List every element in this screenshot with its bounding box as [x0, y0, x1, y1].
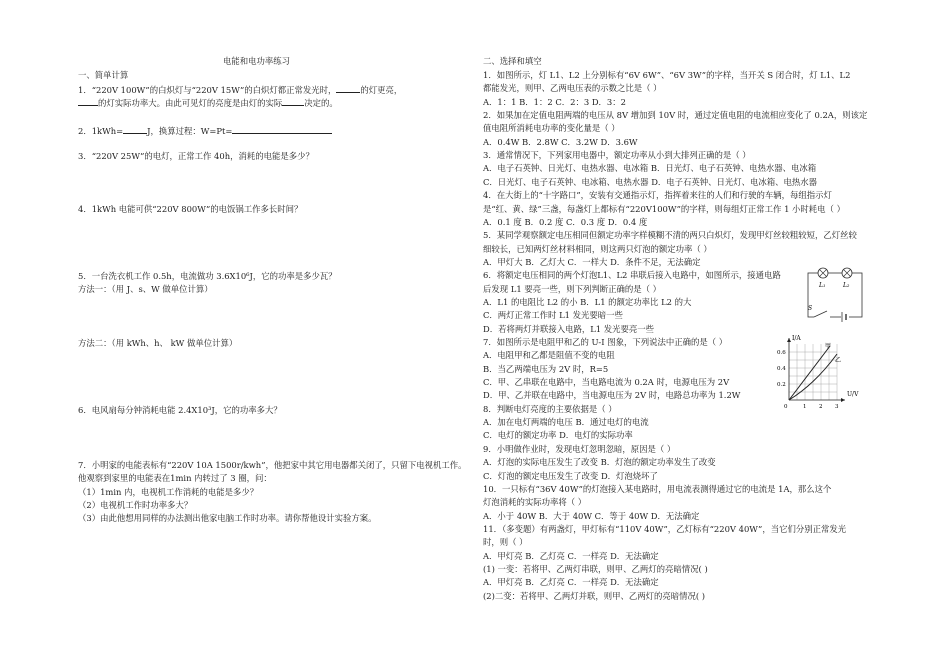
- question-line: 时，则（ ）: [483, 537, 528, 548]
- question-7-part-2: （2）电视机工作时功率多大？: [78, 500, 193, 510]
- question-line: (1) 一变：若将甲、乙两灯串联，则甲、乙两灯的亮暗情况( ): [483, 564, 708, 574]
- question-line: A．1：1 B．1：2 C．2：3 D．3：2: [483, 96, 626, 107]
- question-line: 5．某同学观察额定电压相同但额定功率字样模糊不清的两只白炽灯，发现甲灯丝较粗较短，乙灯丝较: [483, 230, 857, 241]
- x-tick: 1: [803, 404, 807, 410]
- question-7: 7．小明家的电能表标有“220V 10A 1500r/kwh”，他把家中其它用电器都关闭了，只留下电视机工作。: [78, 460, 467, 470]
- question-line: 10．一只标有“36V 40W”的灯泡接入某电路时，用电流表测得通过它的电流是 1A，那么这个: [483, 483, 832, 494]
- question-line: A．甲灯大 B．乙灯大 C．一样大 D．条件不足，无法确定: [483, 256, 701, 267]
- u-i-graph-figure: [775, 332, 865, 412]
- y-axis-label: I/A: [792, 335, 801, 342]
- question-line: A．灯泡的实际电压发生了改变 B．灯泡的额定功率发生了改变: [483, 457, 716, 468]
- question-line: 6．将额定电压相同的两个灯泡L1、L2 串联后接入电路中，如图所示，接通电路: [483, 270, 781, 281]
- question-line: 8．判断电灯亮度的主要依据是（ ）: [483, 403, 617, 414]
- page-title: 电能和电功率练习: [223, 56, 290, 66]
- series-yi-label: 乙: [835, 357, 842, 364]
- y-tick: 0.6: [777, 350, 786, 356]
- question-4: 4．1kWh 电能可供“220V 800W”的电饭锅工作多长时间？: [78, 204, 303, 214]
- question-line: B．当乙两端电压为 2V 时，R=5: [483, 363, 609, 374]
- question-line: 4．在大街上的“十字路口”，安装有交通指示灯，指挥着来往的人们和行驶的车辆，每组指示灯: [483, 190, 832, 201]
- x-tick: 2: [819, 404, 823, 410]
- question-line: 9．小明做作业时，发现电灯忽明忽暗，原因是（ ）: [483, 443, 676, 454]
- series-jia-label: 甲: [825, 343, 832, 350]
- question-line: 都能发光，则甲、乙两电压表的示数之比是（ ）: [483, 83, 662, 94]
- question-5: 5．一台洗衣机工作 0.5h，电流做功 3.6X10⁶J，它的功率是多少瓦？: [78, 271, 337, 281]
- question-line: A．0.1 度 B．0.2 度 C．0.3 度 D．0.4 度: [483, 216, 648, 227]
- lamp-l2-label: L₂: [843, 282, 850, 289]
- question-line: A．甲灯亮 B．乙灯亮 C．一样亮 D．无法确定: [483, 550, 659, 561]
- question-line: 11．（多变题）有两盏灯，甲灯标有“110V 40W”，乙灯标有“220V 40W”，当它们分别正常发光: [483, 523, 847, 534]
- question-7-part-3: （3）由此他想用同样的办法测出他家电脑工作时功率。请你帮他设计实验方案。: [78, 513, 377, 523]
- circuit-diagram-figure: [805, 262, 865, 324]
- question-line: A．小于 40W B．大于 40W C．等于 40W D．无法确定: [483, 510, 700, 521]
- question-line: 后发现 L1 要亮一些，则下列判断正确的是（ ）: [483, 283, 662, 294]
- question-line: A．电子石英钟、日光灯、电热水器、电冰箱 B．日光灯、电子石英钟、电热水器、电冰箱: [483, 163, 817, 174]
- question-line: C．日光灯、电子石英钟、电冰箱、电热水器 D．电子石英钟、日光灯、电冰箱、电热水器: [483, 176, 818, 187]
- section-heading-calc: 一、简单计算: [78, 70, 129, 80]
- switch-label: S: [808, 305, 813, 312]
- question-line: C．灯泡的额定电压发生了改变 D．灯泡烧坏了: [483, 470, 658, 481]
- question-line: C．电灯的额定功率 D．电灯的实际功率: [483, 430, 633, 441]
- question-line: D．若将两灯并联接入电路，L1 发光要亮一些: [483, 323, 655, 334]
- question-7-cont: 他观察到家里的电能表在1min 内转过了 3 圈，问：: [78, 473, 272, 483]
- question-line: C．两灯正常工作时 L1 发光要暗一些: [483, 310, 623, 321]
- question-5-method-2: 方法二：（用 kWh、h、 kW 做单位计算）: [78, 338, 238, 348]
- question-line: 灯泡消耗的实际功率将（ ）: [483, 497, 587, 508]
- question-line: 2．如果加在定值电阻两端的电压从 8V 增加到 10V 时，通过定值电阻的电流相应变化了 0.2A，则该定: [483, 110, 868, 120]
- question-line: 细较长，已知两灯丝材料相同，则这两只灯泡的额定功率（ ）: [483, 243, 712, 254]
- y-tick: 0.4: [777, 366, 786, 372]
- question-line: A．L1 的电阻比 L2 的小 B．L1 的额定功率比 L2 的大: [483, 296, 692, 307]
- question-line: A．0.4W B．2.8W C．3.2W D．3.6W: [483, 136, 638, 147]
- circuit-wire: [808, 273, 862, 317]
- question-line: 7．如图所示是电阻甲和乙的 U-I 图象，下列说法中正确的是（ ）: [483, 337, 728, 347]
- question-line: 值电阻所消耗电功率的变化量是（ ）: [483, 123, 620, 134]
- x-tick: 0: [784, 404, 788, 410]
- question-6: 6．电风扇每分钟消耗电能 2.4X10³J，它的功率多大？: [78, 405, 282, 415]
- question-line: A．加在电灯两端的电压 B．通过电灯的电流: [483, 417, 649, 428]
- question-1-cont: 的灯实际功率大。由此可见灯的亮度是由灯的实际 决定的。: [78, 96, 338, 109]
- question-line: A．电阻甲和乙都是阻值不变的电阻: [483, 350, 615, 361]
- y-tick: 0.2: [777, 382, 786, 388]
- x-axis-label: U/V: [847, 391, 859, 398]
- question-2: 2．1kWh= J，换算过程：W=Pt=: [78, 124, 332, 137]
- question-5-method-1: 方法一：（用 J、s、W 做单位计算）: [78, 284, 213, 294]
- section-heading-choice: 二、选择和填空: [483, 56, 542, 66]
- question-line: C．甲、乙串联在电路中，当电路电流为 0.2A 时，电源电压为 2V: [483, 377, 730, 388]
- question-line: (2)二变：若将甲、乙两灯并联，则甲、乙两灯的亮暗情况( ): [483, 590, 706, 601]
- lamp-l1-label: L₁: [819, 282, 826, 289]
- question-1: 1．“220V 100W”的白炽灯与“220V 15W”的白炽灯都正常发光时， 的灯更亮，: [78, 85, 403, 95]
- x-tick: 3: [835, 404, 839, 410]
- question-3: 3．“220V 25W”的电灯，正常工作 40h，消耗的电能是多少？: [78, 151, 314, 161]
- question-line: D．甲、乙并联在电路中，当电源电压为 2V 时，电路总功率为 1.2W: [483, 390, 741, 401]
- question-line: 是“红、黄、绿”三盏，每盏灯上都标有“220V100W”的字样，则每组灯正常工作 1 小时耗电（ ）: [483, 203, 845, 214]
- question-7-part-1: （1）1min 内，电视机工作消耗的电能是多少？: [78, 487, 259, 497]
- question-line: 3．通常情况下，下列家用电器中，额定功率从小到大排列正确的是（ ）: [483, 150, 751, 161]
- question-line: A．甲灯亮 B．乙灯亮 C．一样亮 D．无法确定: [483, 577, 659, 588]
- question-line: 1．如图所示，灯 L1、L2 上分别标有“6V 6W”、“6V 3W”的字样，当开关 S 闭合时，灯 L1、L2: [483, 70, 851, 80]
